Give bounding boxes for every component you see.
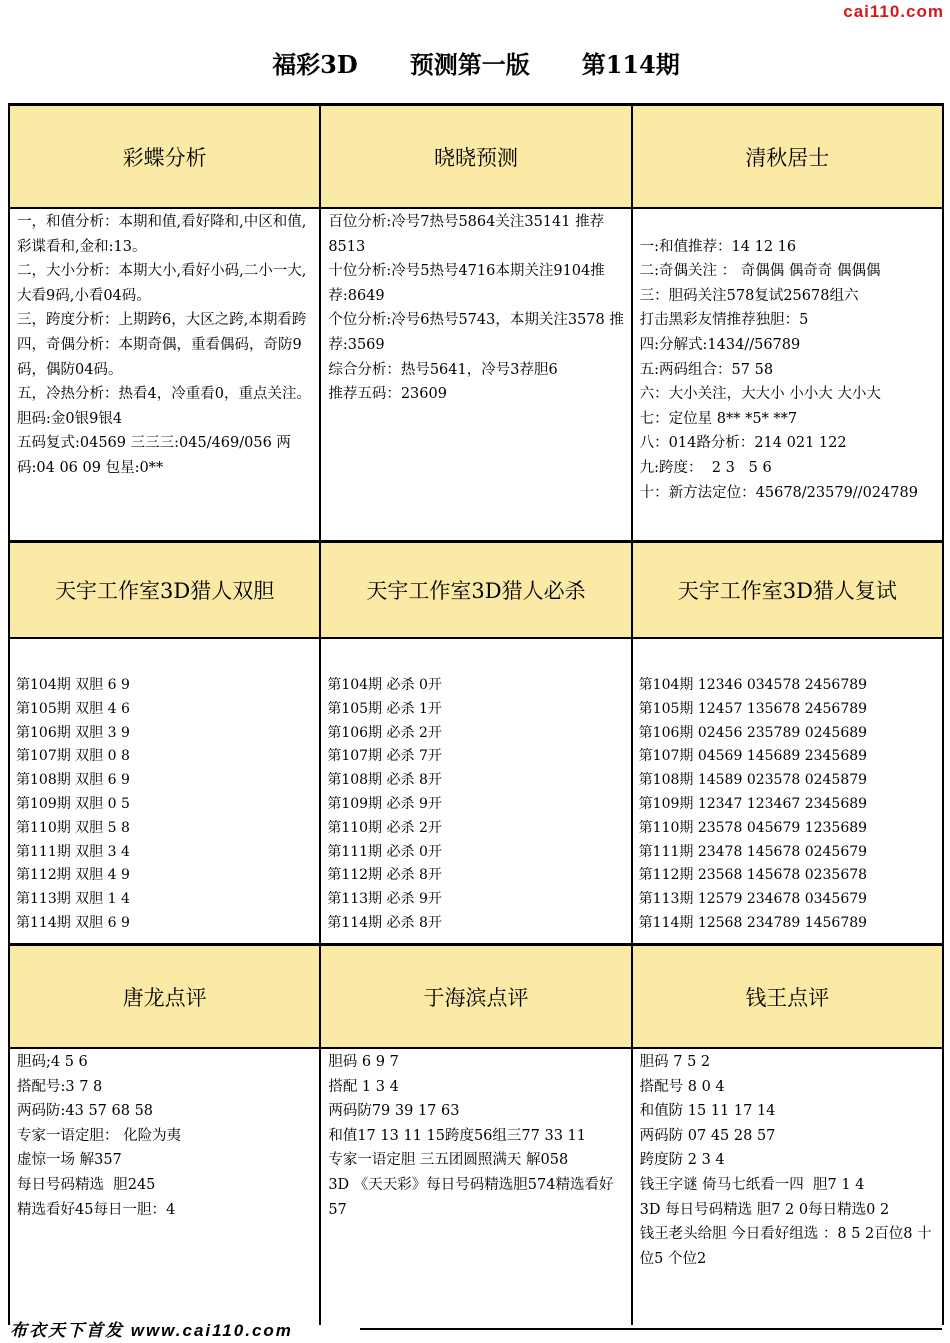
text-line: 第111期 必杀 0开 [327,843,442,860]
title-tanglong: 唐龙点评 [10,946,321,1047]
text-line: 第105期 双胆 4 6 [16,700,130,717]
text-line: 搭配号 8 0 4 [639,1078,725,1095]
text-line: 一，和值分析：本期和值,看好降和,中区和值,彩谍看和,金和:13。 [17,214,307,255]
text-line: 搭配号:3 7 8 [17,1078,103,1095]
text-line: 两码防:43 57 68 58 [17,1103,154,1120]
text-line: 第105期 12457 135678 2456789 [638,700,868,717]
text-line: 3D 每日号码精选 胆7 2 0每日精选0 2 [639,1201,890,1218]
site-badge: cai110.com [843,2,944,21]
row1-content [10,204,942,540]
double-dan-list [10,634,321,943]
text-line: 第104期 双胆 6 9 [16,677,130,693]
row3-content [10,1044,942,1325]
text-line: 十：新方法定位：45678/23579//024789 [639,484,918,501]
text-line: 专家一语定胆 三五团圆照满天 解058 [328,1152,569,1169]
text-line: 两码防 07 45 28 57 [639,1127,776,1144]
text-line: 第108期 必杀 8开 [327,772,442,789]
text-line: 第110期 双胆 5 8 [16,819,130,836]
text-line: 三，跨度分析：上期跨6，大区之跨,本期看跨 [17,312,307,329]
text-line: 跨度防 2 3 4 [639,1152,725,1169]
text-line: 五码复式:04569 三三三:045/469/056 两码:04 06 09 包星:0** [17,435,291,476]
text-line: 综合分析：热号5641，冷号3荐胆6 [328,361,558,378]
row2-content [10,634,942,943]
fushi-list [633,634,942,943]
text-line: 第104期 12346 034578 2456789 [638,677,868,693]
title-double-dan: 天宇工作室3D猎人双胆 [10,543,321,637]
bisha-list [321,634,632,943]
xiaoxiao-prediction [321,204,632,540]
text-line: 精选看好45每日一胆：4 [17,1201,176,1218]
text-line: 第108期 14589 023578 0245879 [638,772,868,789]
text-line: 第107期 04569 145689 2345689 [638,748,868,765]
text-line: 和值防 15 11 17 14 [639,1103,776,1120]
text-line: 搭配 1 3 4 [328,1078,399,1095]
text-line: 二:奇偶关注 ： 奇偶偶 偶奇奇 偶偶偶 [639,263,881,280]
text-line: 第107期 双胆 0 8 [16,748,130,765]
page-header [8,22,944,102]
text-line: 九:跨度： 2 3 5 6 [639,459,772,476]
text-line: 第112期 必杀 8开 [327,867,442,884]
text-line: 第113期 必杀 9开 [327,891,442,908]
tanglong-comments [10,1044,321,1325]
text-line: 四:分解式:1434//56789 [639,336,801,353]
text-line: 第110期 23578 045679 1235689 [638,819,868,836]
text-line: 第110期 必杀 2开 [327,819,442,836]
text-line: 第104期 必杀 0开 [327,677,442,693]
text-line: 推荐五码：23609 [328,386,447,403]
text-line: 每日号码精选 胆245 [17,1176,156,1193]
text-line: 六：大小关注，大大小 小小大 大小大 [639,386,881,403]
title-xiaoxiao: 晓晓预测 [321,106,632,207]
footer-divider [360,1328,942,1330]
text-line: 第111期 双胆 3 4 [16,843,130,860]
text-line: 三：胆码关注578复试25678组六 [639,287,859,304]
text-line: 胆码 7 5 2 [639,1054,711,1070]
prediction-grid [8,103,944,1325]
text-line: 一:和值推荐：14 12 16 [639,238,797,255]
title-yuhaibin: 于海滨点评 [321,946,632,1047]
yuhaibin-comments [321,1044,632,1325]
text-line: 第113期 12579 234678 0345679 [638,891,868,908]
text-line: 第111期 23478 145678 0245679 [638,843,868,860]
issue-number: 第114期 [581,49,680,79]
text-line: 四，奇偶分析：本期奇偶，重看偶码，奇防9码，偶防04码。 [17,336,302,378]
text-line: 钱王字谜 倚马七纸看一四 胆7 1 4 [639,1176,865,1193]
text-line: 胆码;4 5 6 [17,1054,88,1070]
row2-titles [10,540,942,639]
text-line: 五，冷热分析：热看4，冷重看0，重点关注。 胆码:金0银9银4 [17,386,316,427]
text-line: 第106期 双胆 3 9 [16,724,130,741]
text-line: 第105期 必杀 1开 [327,700,442,717]
caidie-analysis [10,204,321,540]
text-line: 3D 《天天彩》每日号码精选胆574精选看好57 [328,1176,614,1218]
text-line: 二，大小分析：本期大小,看好小码,二小一大,大看9码,小看04码。 [17,263,307,304]
text-line: 第109期 12347 123467 2345689 [638,795,868,812]
text-line [640,210,937,235]
text-line: 第114期 双胆 6 9 [16,914,130,931]
text-line: 七：定位星 8** *5* **7 [639,410,798,427]
qingqiu-analysis [633,204,942,540]
title-caidie: 彩蝶分析 [10,106,321,207]
text-line: 专家一语定胆： 化险为夷 [17,1127,182,1144]
edition-label: 预测第一版 [409,49,530,79]
text-line: 第108期 双胆 6 9 [16,772,130,789]
text-line: 第109期 必杀 9开 [327,795,442,812]
row1-titles [10,103,942,209]
text-line: 第114期 12568 234789 1456789 [638,914,868,931]
text-line: 两码防79 39 17 63 [328,1103,460,1120]
title-bisha: 天宇工作室3D猎人必杀 [321,543,632,637]
text-line: 打击黑彩友情推荐独胆：5 [639,312,809,329]
qianwang-comments [633,1044,942,1325]
text-line: 胆码 6 9 7 [328,1054,399,1070]
footer-site: 布衣天下首发 www.cai110.com [10,1321,293,1340]
text-line: 个位分析:冷号6热号5743，本期关注3578 推荐:3569 [328,312,624,353]
text-line: 第107期 必杀 7开 [327,748,442,765]
text-line: 虚惊一场 解357 [17,1152,122,1169]
text-line: 和值17 13 11 15跨度56组三77 33 11 [328,1127,586,1144]
text-line: 第112期 23568 145678 0235678 [638,867,868,884]
lottery-name: 福彩3D [272,49,358,79]
text-line: 钱王老头给胆 今日看好组选 ：8 5 2百位8 十位5 个位2 [639,1226,932,1267]
text-line: 十位分析:冷号5热号4716本期关注9104推荐:8649 [328,263,605,304]
text-line: 第114期 必杀 8开 [327,914,442,931]
text-line: 第106期 必杀 2开 [327,724,442,741]
text-line: 百位分析:冷号7热号5864关注35141 推荐8513 [328,214,605,255]
title-fushi: 天宇工作室3D猎人复试 [677,579,897,603]
text-line: 第109期 双胆 0 5 [16,795,130,812]
text-line: 第112期 双胆 4 9 [16,867,130,884]
title-qingqiu: 清秋居士 [745,145,830,170]
text-line: 第113期 双胆 1 4 [16,891,130,908]
row3-titles [10,943,942,1049]
title-qianwang: 钱王点评 [745,985,830,1010]
text-line: 第106期 02456 235789 0245689 [638,724,868,741]
text-line: 五:两码组合：57 58 [639,361,774,378]
text-line: 八：014路分析：214 021 122 [639,435,847,452]
